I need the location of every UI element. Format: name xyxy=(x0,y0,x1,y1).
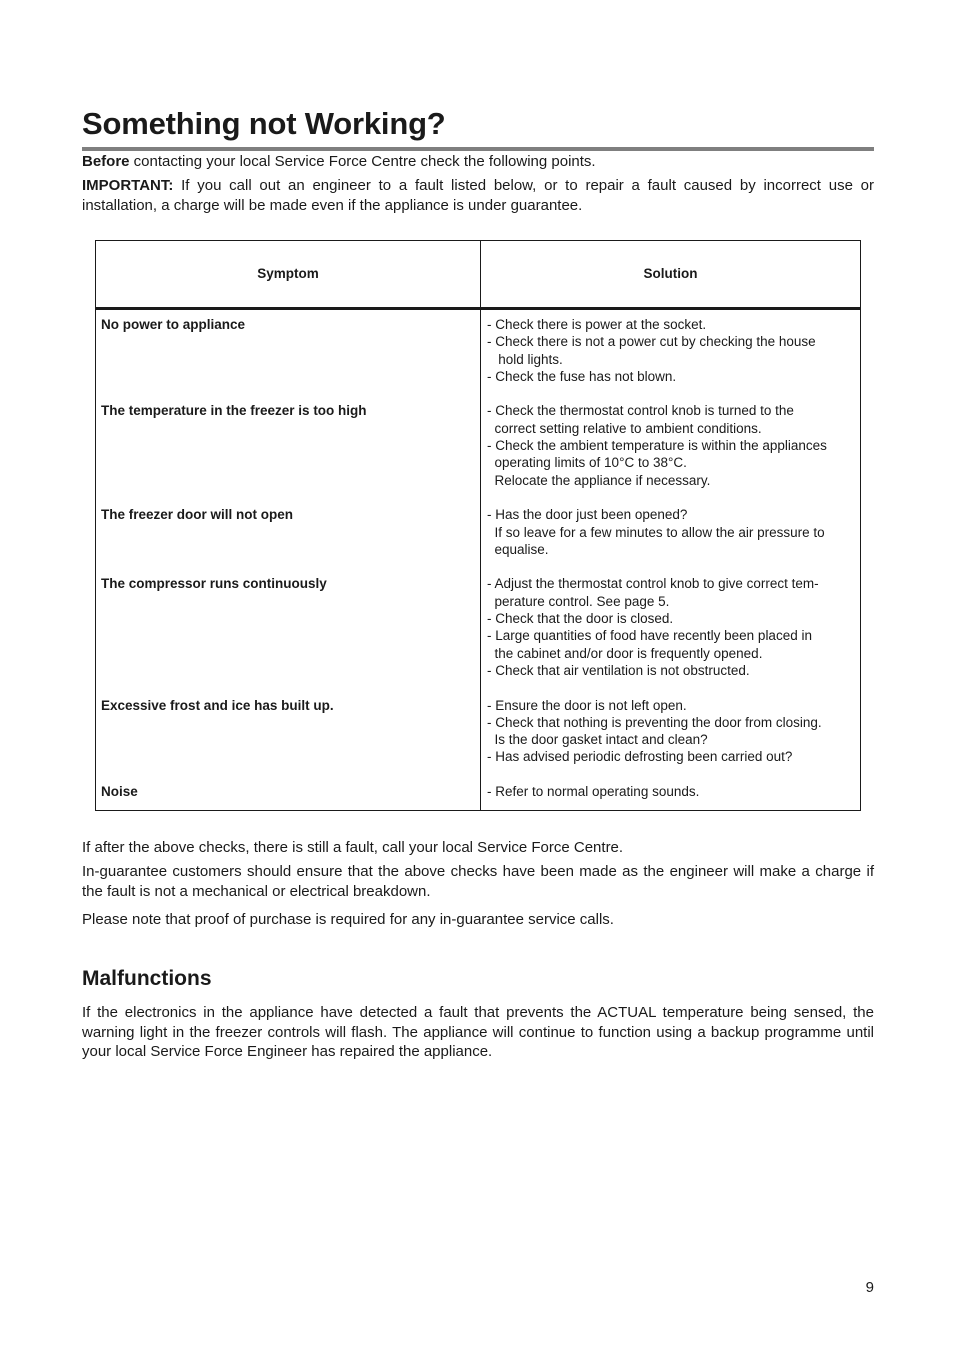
solution-cell xyxy=(481,783,861,811)
table-row xyxy=(96,402,861,506)
solution-line: equalise. xyxy=(487,541,549,557)
important-bold: IMPORTANT: xyxy=(82,177,174,194)
symptom-cell: Noise xyxy=(96,783,481,811)
table-row xyxy=(96,309,861,403)
table-body xyxy=(96,309,861,811)
solution-line: - Check that nothing is preventing the door from closing. xyxy=(487,714,822,730)
after-checks-paragraph: If after the above checks, there is still a fault, call your local Service Force Centre. xyxy=(82,839,624,856)
before-text: contacting your local Service Force Centre check the following points. xyxy=(129,153,596,170)
solution-line: perature control. See page 5. xyxy=(487,593,670,609)
table-row xyxy=(96,697,861,783)
troubleshooting-table xyxy=(95,240,861,811)
intro-important-paragraph xyxy=(82,176,874,215)
solution-line: - Large quantities of food have recently been placed in xyxy=(487,628,812,644)
intro-before-paragraph xyxy=(82,152,874,172)
malfunctions-title: Malfunctions xyxy=(82,967,212,990)
table-row xyxy=(96,506,861,575)
solution-cell xyxy=(481,402,861,506)
before-bold: Before xyxy=(82,153,130,170)
solution-line: - Ensure the door is not left open. xyxy=(487,697,687,713)
solution-line: the cabinet and/or door is frequently opened. xyxy=(487,645,763,661)
symptom-cell: The compressor runs continuously xyxy=(96,575,481,696)
solution-cell xyxy=(481,309,861,403)
solution-line: - Check that the door is closed. xyxy=(487,611,674,627)
table-row xyxy=(96,783,861,811)
solution-line: - Refer to normal operating sounds. xyxy=(487,784,700,800)
symptom-header: Symptom xyxy=(96,241,481,309)
solution-cell xyxy=(481,506,861,575)
symptom-cell: The freezer door will not open xyxy=(96,506,481,575)
symptom-cell: The temperature in the freezer is too high xyxy=(96,402,481,506)
solution-line: operating limits of 10°C to 38°C. xyxy=(487,455,687,471)
solution-header: Solution xyxy=(481,241,861,309)
solution-line: If so leave for a few minutes to allow the air pressure to xyxy=(487,524,825,540)
solution-line: Is the door gasket intact and clean? xyxy=(487,732,708,748)
solution-line: - Check the ambient temperature is within the appliances xyxy=(487,438,827,454)
important-text: If you call out an engineer to a fault listed below, or to repair a fault caused by incorrect use or installation, a charge will be made even if the appliance is under guarantee. xyxy=(82,177,874,214)
solution-cell xyxy=(481,575,861,696)
solution-line: - Check the thermostat control knob is turned to the xyxy=(487,403,794,419)
solution-line: - Check there is power at the socket. xyxy=(487,317,707,332)
table-header-row xyxy=(96,241,861,309)
symptom-cell: Excessive frost and ice has built up. xyxy=(96,697,481,783)
page-title: Something not Working? xyxy=(82,105,874,151)
solution-line: - Check there is not a power cut by checking the house xyxy=(487,334,816,350)
solution-line: - Has the door just been opened? xyxy=(487,507,688,523)
table-row xyxy=(96,575,861,696)
solution-line: - Adjust the thermostat control knob to give correct tem- xyxy=(487,576,819,592)
solution-line: - Has advised periodic defrosting been carried out? xyxy=(487,749,793,765)
malfunctions-paragraph: If the electronics in the appliance have detected a fault that prevents the ACTUAL temperature being sensed, the warning light in the freezer controls will flash. The appliance will continue to function using a backup programme until your local Service Force Engineer has repaired the appliance. xyxy=(82,1004,874,1060)
proof-of-purchase-paragraph: Please note that proof of purchase is required for any in-guarantee service calls. xyxy=(82,911,614,928)
solution-cell xyxy=(481,697,861,783)
solution-line: - Check the fuse has not blown. xyxy=(487,368,677,384)
solution-line: correct setting relative to ambient conditions. xyxy=(487,420,762,436)
solution-line: - Check that air ventilation is not obstructed. xyxy=(487,662,750,678)
solution-line: hold lights. xyxy=(487,351,563,367)
symptom-cell: No power to appliance xyxy=(96,309,481,403)
in-guarantee-paragraph: In-guarantee customers should ensure that the above checks have been made as the engineer will make a charge if the fault is not a mechanical or electrical breakdown. xyxy=(82,863,874,900)
solution-line: Relocate the appliance if necessary. xyxy=(487,472,711,488)
page-number: 9 xyxy=(865,1279,874,1296)
